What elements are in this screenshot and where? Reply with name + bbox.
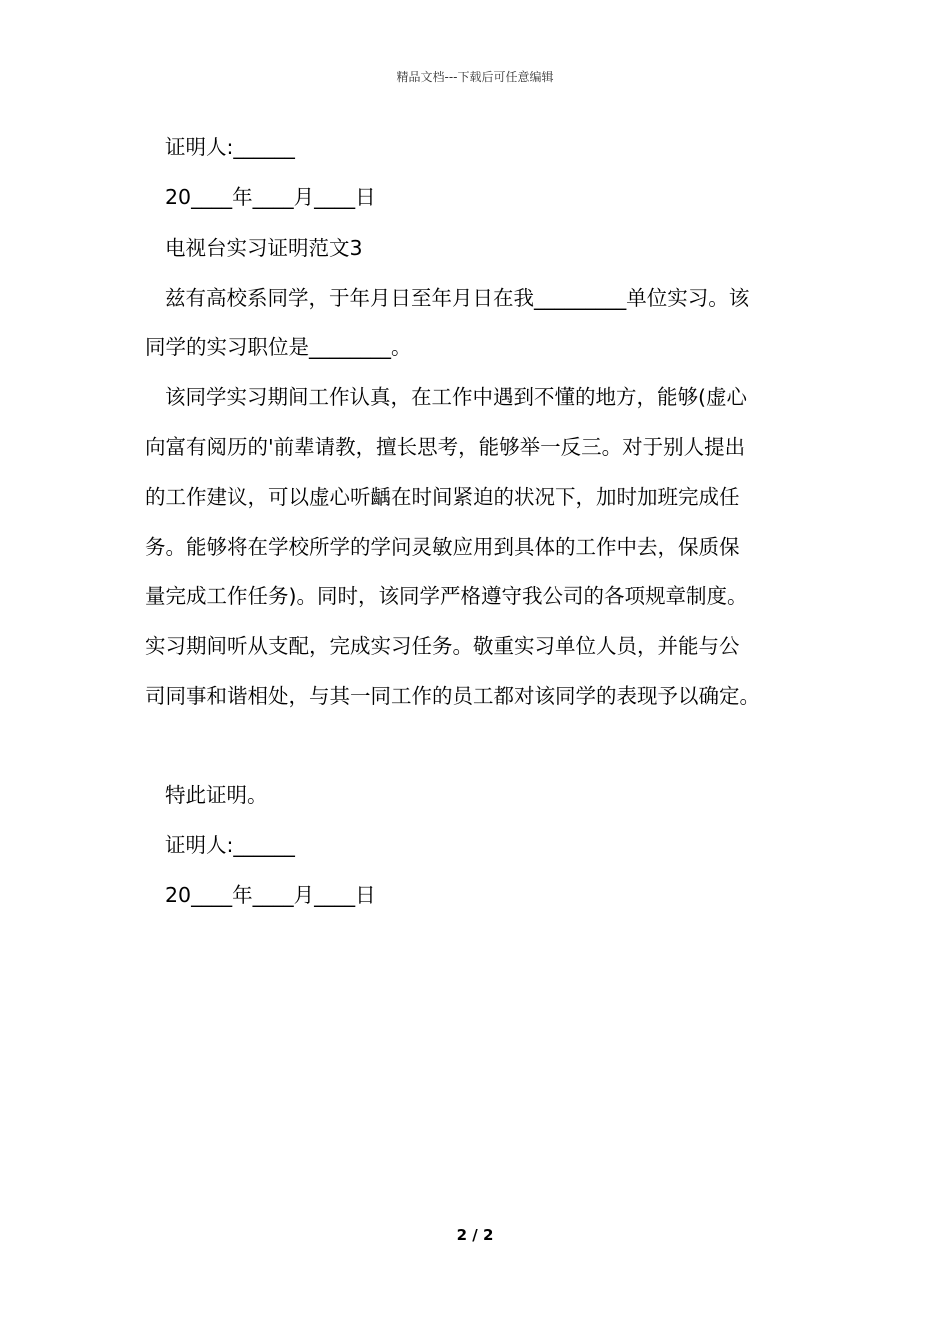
closing-statement: 特此证明。: [165, 783, 268, 807]
paragraph-line: 实习期间听从支配，完成实习任务。敬重实习单位人员，并能与公: [145, 634, 740, 658]
paragraph-line: 务。能够将在学校所学的学问灵敏应用到具体的工作中去，保质保: [145, 535, 740, 559]
paragraph-line: 该同学实习期间工作认真，在工作中遇到不懂的地方，能够(虚心: [165, 385, 747, 409]
section-title: 电视台实习证明范文3: [165, 236, 363, 260]
paragraph-line: 向富有阅历的'前辈请教，擅长思考，能够举一反三。对于别人提出: [145, 435, 746, 459]
paragraph-line: 司同事和谐相处，与其一同工作的员工都对该同学的表现予以确定。: [145, 684, 760, 708]
header-note: 精品文档---下载后可任意编辑: [396, 70, 554, 84]
witness-line: 证明人:______: [165, 135, 295, 159]
date-line: 20____年____月____日: [165, 883, 376, 907]
page-number: 2 / 2: [456, 1226, 494, 1244]
paragraph-line: 量完成工作任务)。同时，该同学严格遵守我公司的各项规章制度。: [145, 584, 748, 608]
witness-line: 证明人:______: [165, 833, 295, 857]
date-line: 20____年____月____日: [165, 185, 376, 209]
paragraph-line: 兹有高校系同学，于年月日至年月日在我_________单位实习。该: [165, 286, 750, 310]
paragraph-line: 同学的实习职位是________。: [145, 335, 412, 359]
paragraph-line: 的工作建议，可以虚心听齲在时间紧迫的状况下，加时加班完成任: [145, 485, 740, 509]
